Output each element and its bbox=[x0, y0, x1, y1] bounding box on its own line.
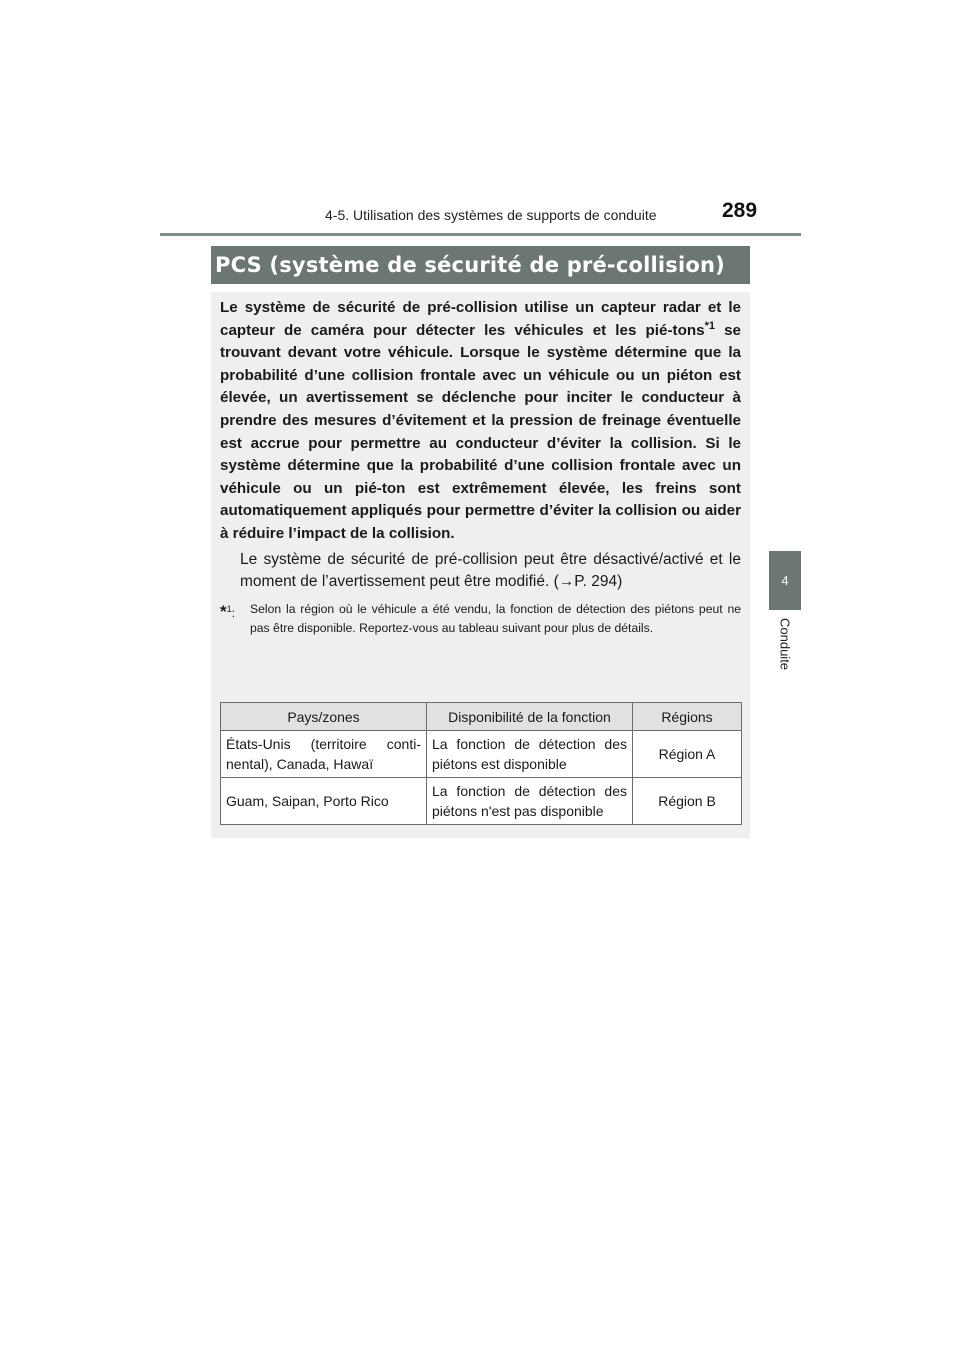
chapter-tab: 4 bbox=[769, 551, 801, 610]
column-header: Régions bbox=[633, 703, 742, 731]
footnote-text: Selon la région où le véhicule a été vendu, la fonction de détection des piétons peut ne pas être disponible. Reportez-vous au tableau suivant pour plus de détails. bbox=[250, 601, 741, 636]
footnote-star: * bbox=[220, 601, 227, 621]
settings-note: Le système de sécurité de pré-collision peut être désactivé/activé et le moment de l’avertissement peut être modifié. (→P. 294) bbox=[240, 550, 741, 591]
table-row bbox=[221, 778, 742, 825]
column-header: Pays/zones bbox=[221, 703, 427, 731]
table-cell: La fonction de détection des piétons n'est pas disponible bbox=[427, 778, 633, 825]
table-cell: La fonction de détection des piétons est disponible bbox=[427, 731, 633, 778]
intro-paragraph bbox=[220, 297, 741, 546]
table-cell: Région A bbox=[633, 731, 742, 778]
availability-table bbox=[220, 702, 742, 825]
table-header-row bbox=[221, 703, 742, 731]
content-panel bbox=[211, 292, 750, 838]
intro-text-2: se trouvant devant votre véhicule. Lorsque le système détermine que la probabilité d’une collision frontale avec un véhicule ou un piéton est élevée, un avertissement se déclenche pour inciter le conducteur à prendre des mesures d’évitement et la pression de freinage éventuelle est accrue pour permettre au conducteur d’éviter la collision. Si le système détermine que la probabilité d’une collision frontale avec un véhicule ou un pié-ton est extrêmement élevée, les freins sont automatiquement appliqués pour permettre d’éviter la collision ou aider à réduire l’impact de la collision. bbox=[220, 321, 741, 542]
table-cell: États-Unis (territoire conti-nental), Canada, Hawaï bbox=[221, 731, 427, 778]
footnote-marker bbox=[220, 600, 250, 639]
footnote bbox=[220, 600, 741, 639]
table-cell: Région B bbox=[633, 778, 742, 825]
footnote-number: 1 bbox=[226, 603, 232, 614]
intro-text-1: Le système de sécurité de pré-collision utilise un capteur radar et le capteur de caméra pour détecter les véhicules et les pié-tons bbox=[220, 299, 741, 339]
footnote-colon: : bbox=[231, 605, 236, 620]
table-cell: Guam, Saipan, Porto Rico bbox=[221, 778, 427, 825]
header-divider bbox=[160, 233, 801, 236]
chapter-label: Conduite bbox=[777, 618, 793, 671]
column-header: Disponibilité de la fonction bbox=[427, 703, 633, 731]
page-title: PCS (système de sécurité de pré-collision) bbox=[211, 246, 750, 284]
page-number: 289 bbox=[722, 199, 758, 222]
footnote-ref: *1 bbox=[704, 319, 715, 332]
section-heading: 4-5. Utilisation des systèmes de supports de conduite bbox=[325, 207, 657, 223]
table-row bbox=[221, 731, 742, 778]
